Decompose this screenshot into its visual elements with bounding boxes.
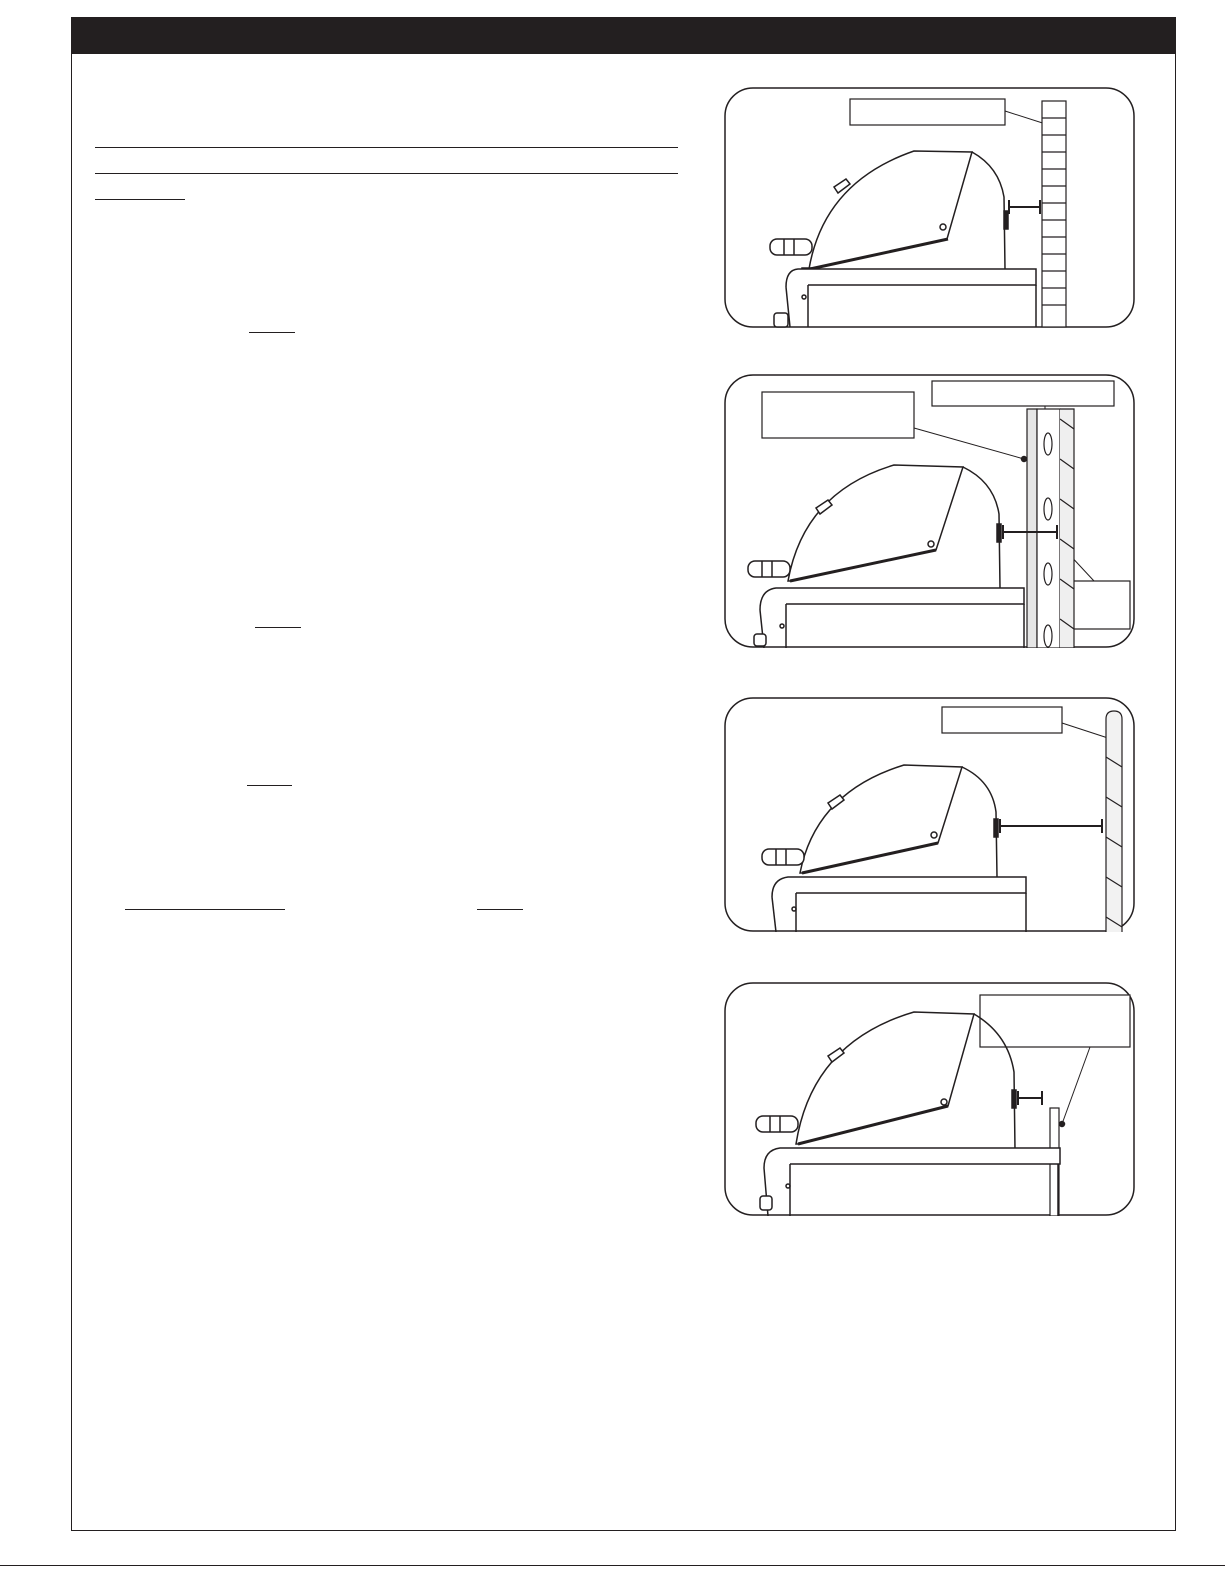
underline-mark [477,909,523,910]
figure-stud-wall [724,374,1135,648]
solid-wall [1106,711,1122,932]
underline-mark [249,332,295,333]
stud-wall [1027,409,1074,648]
underline-mark [247,785,292,786]
section-rule-bottom [95,173,678,174]
callout-box [942,707,1062,733]
section-rule-top [95,147,678,148]
underline-mark [125,909,285,910]
underline-mark [95,199,185,200]
figure-short-wall [724,982,1135,1216]
figure-combustible-wall [724,87,1135,328]
callout-box-left [762,392,914,438]
footer-line [0,1565,1225,1566]
underline-mark [255,627,301,628]
callout-box [850,99,1005,125]
brick-wall [1042,101,1066,327]
figure-noncombustible-wall [724,697,1135,932]
callout-box [980,995,1130,1047]
callout-box-top [932,381,1114,406]
